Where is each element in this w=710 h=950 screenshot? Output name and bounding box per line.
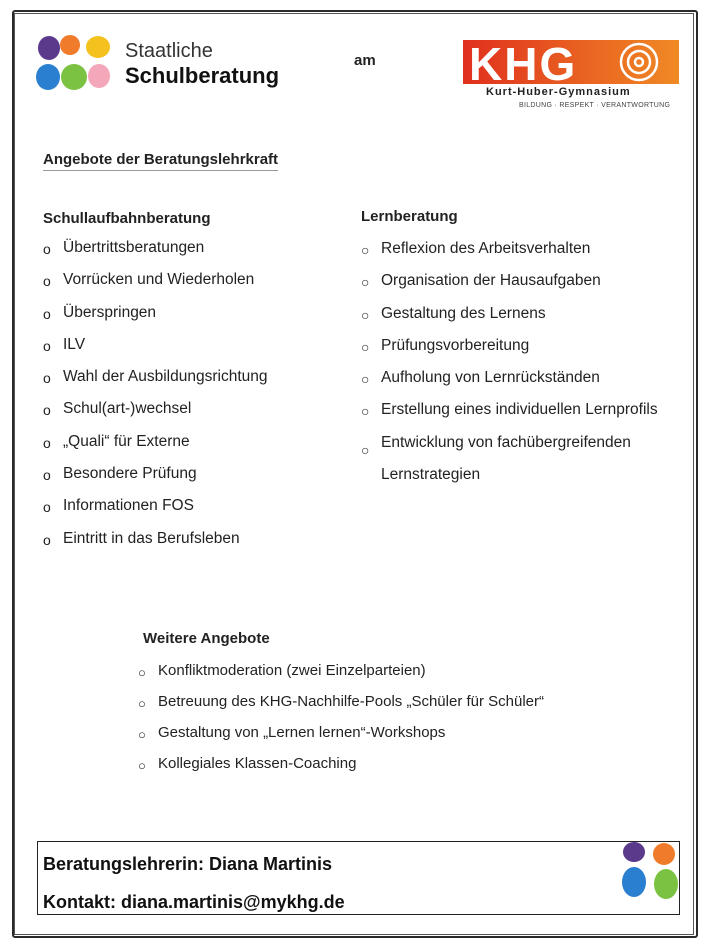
bullet-icon: ○ [361,338,370,355]
list-item [361,304,701,336]
list-item [43,367,343,399]
list-item-label: Betreuung des KHG-Nachhilfe-Pools „Schüler für Schüler“ [158,693,545,710]
bullet-icon: o [43,402,51,419]
bullet-icon: ○ [361,403,370,420]
bullet-icon: ○ [361,441,370,458]
list-item [43,238,343,270]
bullet-icon: o [43,273,51,290]
list-item-label: Übertrittsberatungen [63,239,205,256]
logo-line-1: Staatliche [125,40,213,62]
bullet-icon: o [43,305,51,322]
list-item-label: Eintritt in das Berufsleben [63,529,240,547]
list-item [43,496,343,528]
list-item [361,427,701,491]
list-item [43,303,343,335]
bullet-icon: o [43,370,51,387]
list-item-label: ILV [63,335,86,353]
list-item [361,239,701,271]
bullet-icon: o [43,337,51,354]
contact-name: Beratungslehrerin: Diana Martinis [43,854,333,874]
list-item-label: Informationen FOS [63,497,194,515]
connector-text: am [354,52,376,69]
list-item [138,661,638,692]
list-item-label: Gestaltung des Lernens [381,304,546,322]
bullet-icon: ○ [138,696,146,711]
list-item-label: Überspringen [63,303,157,321]
right-column-heading: Lernberatung [361,208,458,225]
left-column-heading: Schullaufbahnberatung [43,210,211,227]
list-item [43,432,343,464]
list-item [361,336,701,368]
list-item-label: Gestaltung von „Lernen lernen“-Workshops [158,724,446,741]
logo-line-2: Schulberatung [125,63,280,88]
list-item [43,270,343,302]
list-item-label: Aufholung von Lernrückständen [381,369,600,387]
bullet-icon: o [43,499,51,516]
bullet-icon: ○ [361,242,370,258]
schulberatung-small-logo-icon [618,842,680,904]
khg-logo-icon [463,40,679,84]
left-column-list [43,238,343,561]
page-title: Angebote der Beratungslehrkraft [43,151,278,171]
list-item [138,754,638,785]
list-item-label: Konfliktmoderation (zwei Einzelparteien) [158,662,426,679]
school-tagline: BILDUNG · RESPEKT · VERANTWORTUNG [519,102,671,109]
list-item [43,399,343,431]
svg-text:KHG: KHG [469,40,578,84]
right-column-list [361,239,701,491]
schulberatung-logo-icon [36,34,116,94]
list-item [43,335,343,367]
contact-email[interactable]: Kontakt: diana.martinis@mykhg.de [43,892,345,912]
bullet-icon: ○ [361,274,370,291]
list-item-label: Reflexion des Arbeitsverhalten [381,240,591,257]
bullet-icon: ○ [138,758,146,773]
list-item-label: Entwicklung von fachübergreifenden Lernstrategien [381,433,631,483]
bullet-icon: ○ [361,306,370,323]
list-item [43,464,343,496]
list-item-label: Besondere Prüfung [63,465,197,483]
list-item [361,368,701,400]
list-item-label: Kollegiales Klassen-Coaching [158,755,357,772]
bullet-icon: ○ [361,371,370,388]
more-offers-heading: Weitere Angebote [143,630,270,647]
list-item [361,271,701,303]
bullet-icon: o [43,467,51,484]
bullet-icon: ○ [138,727,146,742]
more-offers-list [138,661,638,785]
list-item [138,723,638,754]
bullet-icon: ○ [138,665,146,680]
list-item-label: Schul(art-)wechsel [63,400,192,418]
list-item-label: Prüfungsvorbereitung [381,336,530,354]
list-item-label: Vorrücken und Wiederholen [63,271,255,289]
school-name: Kurt-Huber-Gymnasium [486,86,631,98]
bullet-icon: o [43,531,51,548]
list-item-label: Erstellung eines individuellen Lernprofils [381,401,658,419]
list-item-label: „Quali“ für Externe [63,432,190,450]
list-item-label: Wahl der Ausbildungsrichtung [63,368,268,386]
list-item [43,529,343,561]
bullet-icon: o [43,434,51,451]
bullet-icon: o [43,241,51,257]
list-item [138,692,638,723]
list-item-label: Organisation der Hausaufgaben [381,272,601,290]
